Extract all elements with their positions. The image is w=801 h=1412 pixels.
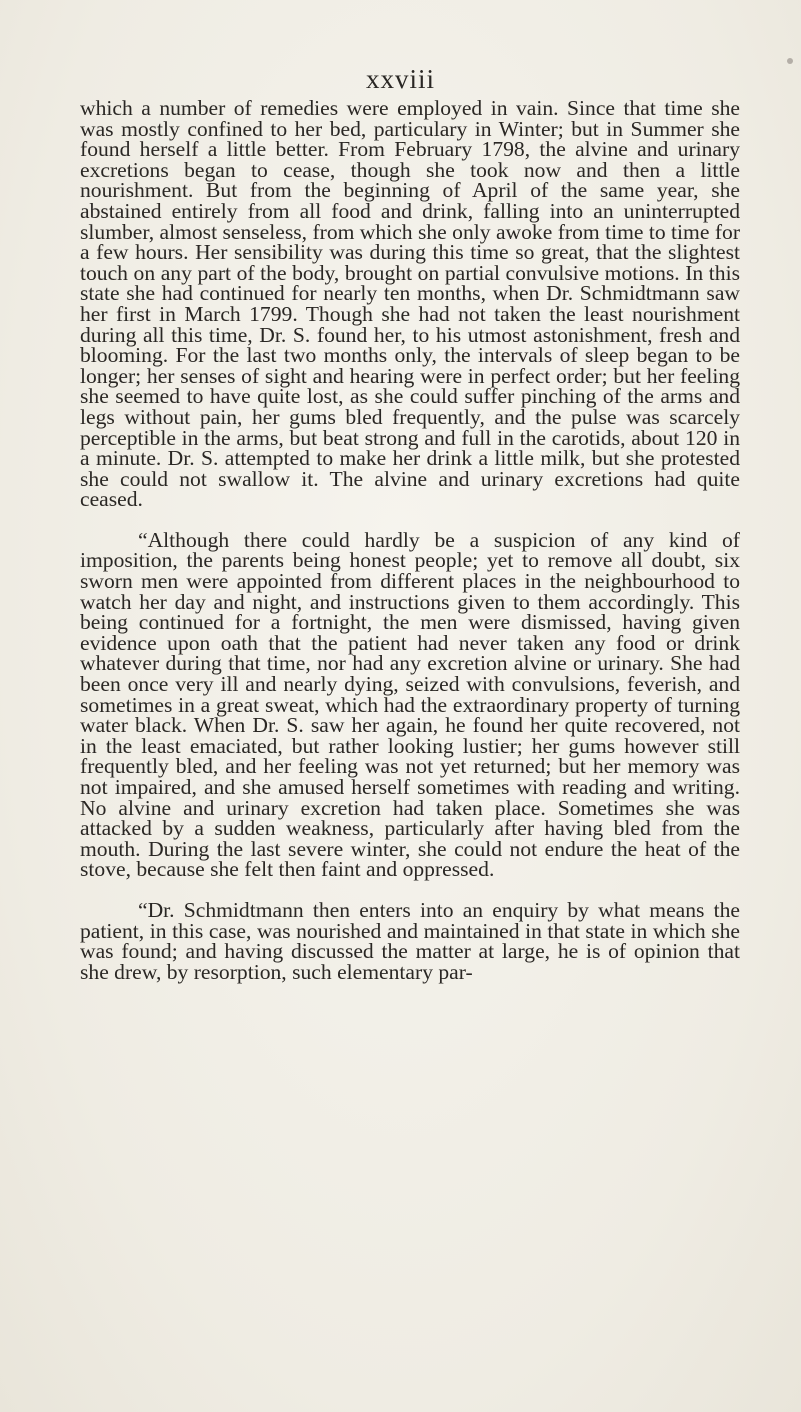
paragraph-2: “Although there could hardly be a suspicion of any kind of imposition, the parents being honest people; yet to remove all doubt, six sworn men were appointed from different places in the neighbourhood to watch her day and night, and instructions given to them accordingly. This being continued for a fortnight, the men were dismissed, having given evidence upon oath that the patient had never taken any food or drink whatever during that time, nor had any excretion alvine or urinary. She had been once very ill and nearly dying, seized with convulsions, feverish, and sometimes in a great sweat, which had the extraordinary property of turning water black. When Dr. S. saw her again, he found her quite recovered, not in the least emaciated, but rather looking lustier; her gums however still frequently bled, and her feeling was not yet returned; but her memory was not impaired, and she amused herself sometimes with reading and writing. No alvine and urinary excretion had taken place. Sometimes she was attacked by a sudden weakness, particularly after having bled from the mouth. During the last severe winter, she could not endure the heat of the stove, because she felt then faint and oppressed. — [80, 527, 740, 882]
body-text — [80, 98, 740, 982]
paragraph-1: which a number of remedies were employed in vain. Since that time she was mostly confined to her bed, particulary in Winter; but in Summer she found herself a little better. From February 1798, the alvine and urinary excretions began to cease, though she took now and then a little nourishment. But from the beginning of April of the same year, she abstained entirely from all food and drink, falling into an uninterrupted slumber, almost senseless, from which she only awoke from time to time for a few hours. Her sensibility was during this time so great, that the slightest touch on any part of the body, brought on partial convulsive motions. In this state she had continued for nearly ten months, when Dr. Schmidtmann saw her first in March 1799. Though she had not taken the least nourishment during all this time, Dr. S. found her, to his utmost astonishment, fresh and blooming. For the last two months only, the intervals of sleep began to be longer; her senses of sight and hearing were in perfect order; but her feeling she seemed to have quite lost, as she could suffer pinching of the arms and legs without pain, her gums bled frequently, and the pulse was scarcely perceptible in the arms, but beat strong and full in the carotids, about 120 in a minute. Dr. S. attempted to make her drink a little milk, but she protested she could not swallow it. The alvine and urinary excretions had quite ceased. — [80, 96, 741, 512]
page-number: xxviii — [365, 64, 435, 94]
paper-speck — [787, 58, 793, 64]
paragraph-3: “Dr. Schmidtmann then enters into an enquiry by what means the patient, in this case, was nourished and maintained in that state in which she was found; and having discussed the matter at large, he is of opinion that she drew, by resorption, such elementary par- — [80, 897, 740, 984]
